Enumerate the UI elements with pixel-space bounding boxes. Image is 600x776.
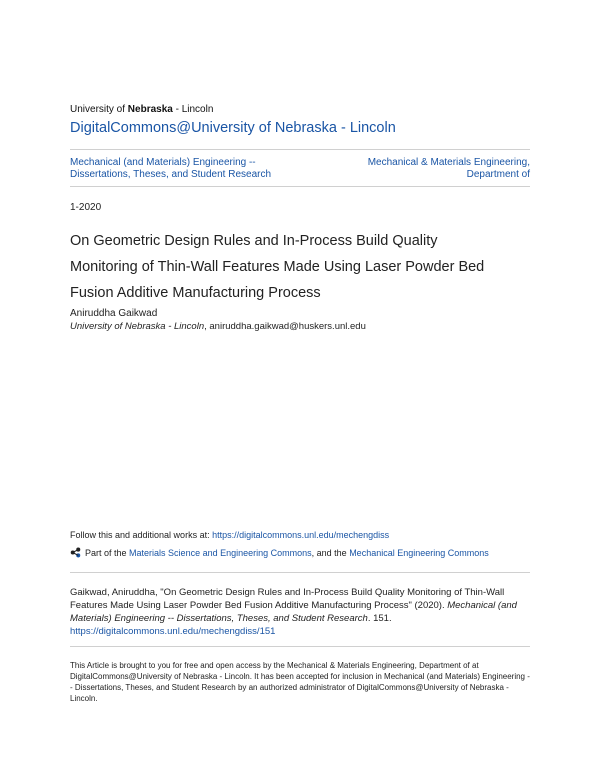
document-title: On Geometric Design Rules and In-Process Build Quality Monitoring of Thin-Wall Features Made Using Laser Powder Bed Fusion Additive Manufacturing Process bbox=[70, 233, 485, 301]
divider bbox=[70, 186, 530, 187]
citation-url-link[interactable]: https://digitalcommons.unl.edu/mechengdiss/151 bbox=[70, 626, 276, 637]
share-icon bbox=[70, 547, 81, 558]
divider bbox=[70, 572, 530, 573]
part-of-line: Part of the Materials Science and Engineering Commons , and the Mechanical Engineering Commons bbox=[70, 547, 489, 558]
collection-link-left[interactable]: Mechanical (and Materials) Engineering -- Dissertations, Theses, and Student Research bbox=[70, 157, 272, 180]
divider bbox=[70, 149, 530, 150]
divider bbox=[70, 646, 530, 647]
author-name: Aniruddha Gaikwad bbox=[70, 308, 158, 319]
follow-line: Follow this and additional works at: https://digitalcommons.unl.edu/mechengdiss bbox=[70, 530, 390, 540]
recommended-citation: Gaikwad, Aniruddha, "On Geometric Design Rules and In-Process Build Quality Monitoring of Thin-Wall Features Made Using Laser Powder Bed Fusion Additive Manufacturing Process" (2020). Mechanical (and Materials) Engineering -- Dissertations, Theses, and Student Research. 151. https://digitalcommons.unl.edu/mechengdiss/151 bbox=[70, 587, 517, 637]
commons-link-mechanical[interactable]: Mechanical Engineering Commons bbox=[349, 547, 489, 558]
institution-bold: Nebraska bbox=[127, 104, 173, 115]
follow-url-link[interactable]: https://digitalcommons.unl.edu/mechengdiss bbox=[212, 530, 390, 540]
repository-title-link[interactable]: DigitalCommons@University of Nebraska - Lincoln bbox=[70, 120, 396, 136]
institution-name: University of Nebraska - Lincoln bbox=[70, 104, 214, 115]
author-email[interactable]: aniruddha.gaikwad@huskers.unl.edu bbox=[209, 321, 366, 332]
collection-link-right[interactable]: Mechanical & Materials Engineering, Department of bbox=[367, 157, 530, 180]
access-notice: This Article is brought to you for free and open access by the Mechanical & Materials Engineering, Department of at DigitalCommons@University of Nebraska - Lincoln. It has been accepted for inclusion in Mechanical (and Materials) Engineering -- Dissertations, Theses, and Student Research by an authorized administrator of DigitalCommons@University of Nebraska - Lincoln. bbox=[70, 661, 530, 703]
publication-date: 1-2020 bbox=[70, 202, 102, 213]
author-affiliation: University of Nebraska - Lincoln, aniruddha.gaikwad@huskers.unl.edu bbox=[70, 321, 366, 332]
commons-link-materials[interactable]: Materials Science and Engineering Commons bbox=[129, 547, 312, 558]
